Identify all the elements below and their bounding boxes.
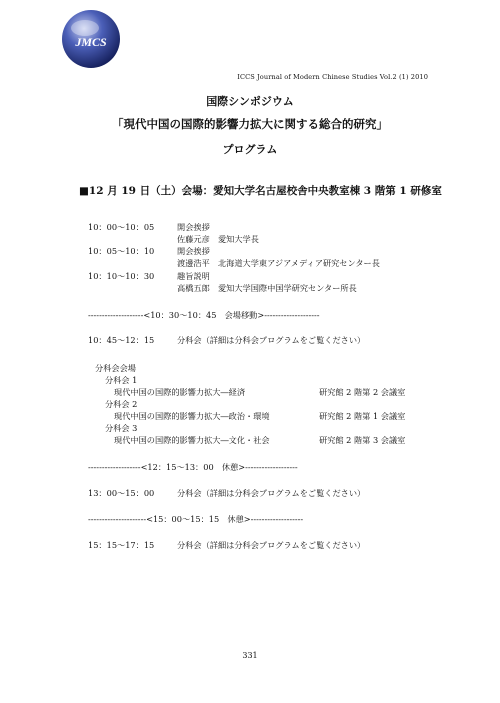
schedule-speaker: 高橋五郎 愛知大学国際中国学研究センター所長 <box>177 283 357 293</box>
venue-group-name: 分科会 2 <box>105 399 138 409</box>
schedule-speaker: 渡邊浩平 北海道大学東アジアメディア研究センター長 <box>177 258 380 268</box>
schedule-speaker: 佐藤元彦 愛知大学長 <box>177 234 259 244</box>
venue-group-name: 分科会 3 <box>105 423 138 433</box>
schedule-title: 開会挨拶 <box>177 222 210 232</box>
subsession-text: 分科会（詳細は分科会プログラムをご覧ください） <box>177 540 366 550</box>
schedule-time: 10：05〜10：10 <box>88 246 155 256</box>
venue-group-room: 研究館 2 階第 3 会議室 <box>319 435 406 445</box>
page-number: 331 <box>242 651 258 660</box>
venue-group-topic: 現代中国の国際的影響力拡大―経済 <box>114 387 246 397</box>
title-line-1: 国際シンポジウム <box>206 95 294 108</box>
session-heading: ■12 月 19 日（土）会場：愛知大学名古屋校舎中央教室棟 3 階第 1 研修室 <box>79 185 442 197</box>
journal-logo <box>60 8 122 70</box>
break-line: -------------------<12：15〜13：00 休憩>------------------- <box>88 462 298 472</box>
break-line: --------------------<10：30〜10：45 会場移動>-------------------- <box>88 310 320 320</box>
venue-group-room: 研究館 2 階第 1 会議室 <box>319 411 406 421</box>
logo-text: JMCS <box>75 35 107 49</box>
schedule-time: 10：10〜10：30 <box>88 271 155 281</box>
subsession-text: 分科会（詳細は分科会プログラムをご覧ください） <box>177 488 366 498</box>
subsession-time: 13：00〜15：00 <box>88 488 155 498</box>
subsession-text: 分科会（詳細は分科会プログラムをご覧ください） <box>177 335 366 345</box>
title-line-2: 「現代中国の国際的影響力拡大に関する総合的研究」 <box>112 117 388 131</box>
journal-header: ICCS Journal of Modern Chinese Studies Vol.2 (1) 2010 <box>237 73 428 81</box>
venue-group-topic: 現代中国の国際的影響力拡大―政治・環境 <box>114 411 270 421</box>
schedule-title: 開会挨拶 <box>177 246 210 256</box>
break-line: ---------------------<15：00〜15：15 休憩>------------------- <box>88 514 304 524</box>
title-line-3: プログラム <box>222 143 278 156</box>
schedule-title: 趣旨説明 <box>177 271 210 281</box>
venue-heading: 分科会会場 <box>95 363 136 373</box>
subsession-time: 15：15〜17：15 <box>88 540 155 550</box>
schedule-time: 10：00〜10：05 <box>88 222 155 232</box>
venue-group-topic: 現代中国の国際的影響力拡大―文化・社会 <box>114 435 270 445</box>
subsession-time: 10：45〜12：15 <box>88 335 155 345</box>
venue-group-room: 研究館 2 階第 2 会議室 <box>319 387 406 397</box>
venue-group-name: 分科会 1 <box>105 375 138 385</box>
